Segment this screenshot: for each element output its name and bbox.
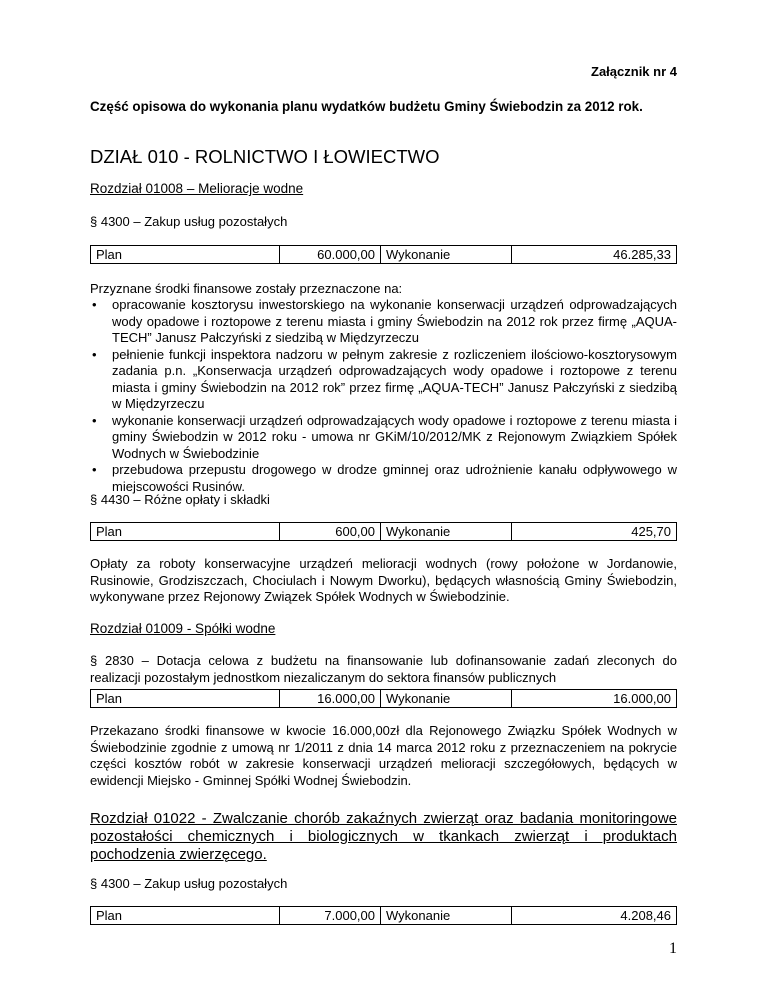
paragraph-heading-2830: § 2830 – Dotacja celowa z budżetu na finansowanie lub dofinansowanie zadań zleconych do realizacji pozostałym jednostkom niezaliczanym do sektora finansów publicznych [90,653,677,685]
attachment-label: Załącznik nr 4 [591,64,677,79]
plan-label: Plan [91,523,280,541]
section-heading: DZIAŁ 010 - ROLNICTWO I ŁOWIECTWO [90,146,440,167]
list-item: • pełnienie funkcji inspektora nadzoru w pełnym zakresie z rozliczeniem ilościowo-kosztorysowym zadania p.n. „Konserwacja urządzeń odprowadzających wody opadowe i roztopowe z terenu miasta i gminy Świebodzin na 2012 rok” przez firmę „AQUA-TECH” Janusz Pałczyński z siedzibą w Międzyrzeczu [92,346,677,411]
allocation-intro: Przyznane środki finansowe zostały przeznaczone na: [90,281,403,296]
plan-table-4430 [90,522,677,541]
grant-description: Przekazano środki finansowe w kwocie 16.000,00zł dla Rejonowego Związku Spółek Wodnych w Świebodzinie zgodnie z umową nr 1/2011 z dnia 14 marca 2012 roku z przeznaczeniem na pokrycie części kosztów robót w zakresie konserwacji urządzeń melioracji szczegółowych, będących w ewidencji Miejsko - Gminnej Spółki Wodnej Świebodzin. [90,723,677,788]
plan-value: 600,00 [280,523,381,541]
document-title: Część opisowa do wykonania planu wydatków budżetu Gminy Świebodzin za 2012 rok. [90,99,643,114]
execution-label: Wykonanie [381,907,512,925]
paragraph-heading-4300-b: § 4300 – Zakup usług pozostałych [90,876,288,891]
paragraph-heading-4430: § 4430 – Różne opłaty i składki [90,492,270,507]
plan-value: 7.000,00 [280,907,381,925]
plan-value: 16.000,00 [280,690,381,708]
chapter-heading-01009: Rozdział 01009 - Spółki wodne [90,621,276,636]
page-number: 1 [669,940,677,957]
allocation-list [90,297,677,495]
execution-label: Wykonanie [381,246,512,264]
plan-label: Plan [91,690,280,708]
execution-value: 425,70 [512,523,677,541]
execution-value: 16.000,00 [512,690,677,708]
execution-value: 46.285,33 [512,246,677,264]
execution-label: Wykonanie [381,523,512,541]
plan-label: Plan [91,907,280,925]
plan-label: Plan [91,246,280,264]
execution-value: 4.208,46 [512,907,677,925]
chapter-heading-01008: Rozdział 01008 – Melioracje wodne [90,181,304,196]
list-item: • opracowanie kosztorysu inwestorskiego na wykonanie konserwacji urządzeń odprowadzających wody opadowe i roztopowe z terenu miasta i gminy Świebodzin na 2012 rok przez firmę „AQUA-TECH” Janusz Pałczyński z siedzibą w Międzyrzeczu [92,297,677,345]
list-item: • przebudowa przepustu drogowego w drodze gminnej oraz udrożnienie kanału odpływowego w miejscowości Rusinów. [92,462,677,494]
plan-table-4300-b [90,906,677,925]
chapter-heading-01022: Rozdział 01022 - Zwalczanie chorób zakaźnych zwierząt oraz badania monitoringowe pozostałości chemicznych i biologicznych w tkankach zwierząt i produktach pochodzenia zwierzęcego. [90,810,677,863]
paragraph-heading-4300: § 4300 – Zakup usług pozostałych [90,214,288,229]
plan-table-4300 [90,245,677,264]
list-item: • wykonanie konserwacji urządzeń odprowadzających wody opadowe i roztopowe z terenu miasta i gminy Świebodzin w 2012 roku - umowa nr GKiM/10/2012/MK z Rejonowym Związkiem Spółek Wodnych w Świebodzinie [92,412,677,461]
fees-description: Opłaty za roboty konserwacyjne urządzeń melioracji wodnych (rowy położone w Jordanowie, Rusinowie, Grodziszczach, Chociulach i Nowym Dworku), będących własnością Gminy Świebodzin, wykonywane przez Rejonowy Związek Spółek Wodnych w Świebodzinie. [90,556,677,604]
plan-value: 60.000,00 [280,246,381,264]
execution-label: Wykonanie [381,690,512,708]
plan-table-2830 [90,689,677,708]
